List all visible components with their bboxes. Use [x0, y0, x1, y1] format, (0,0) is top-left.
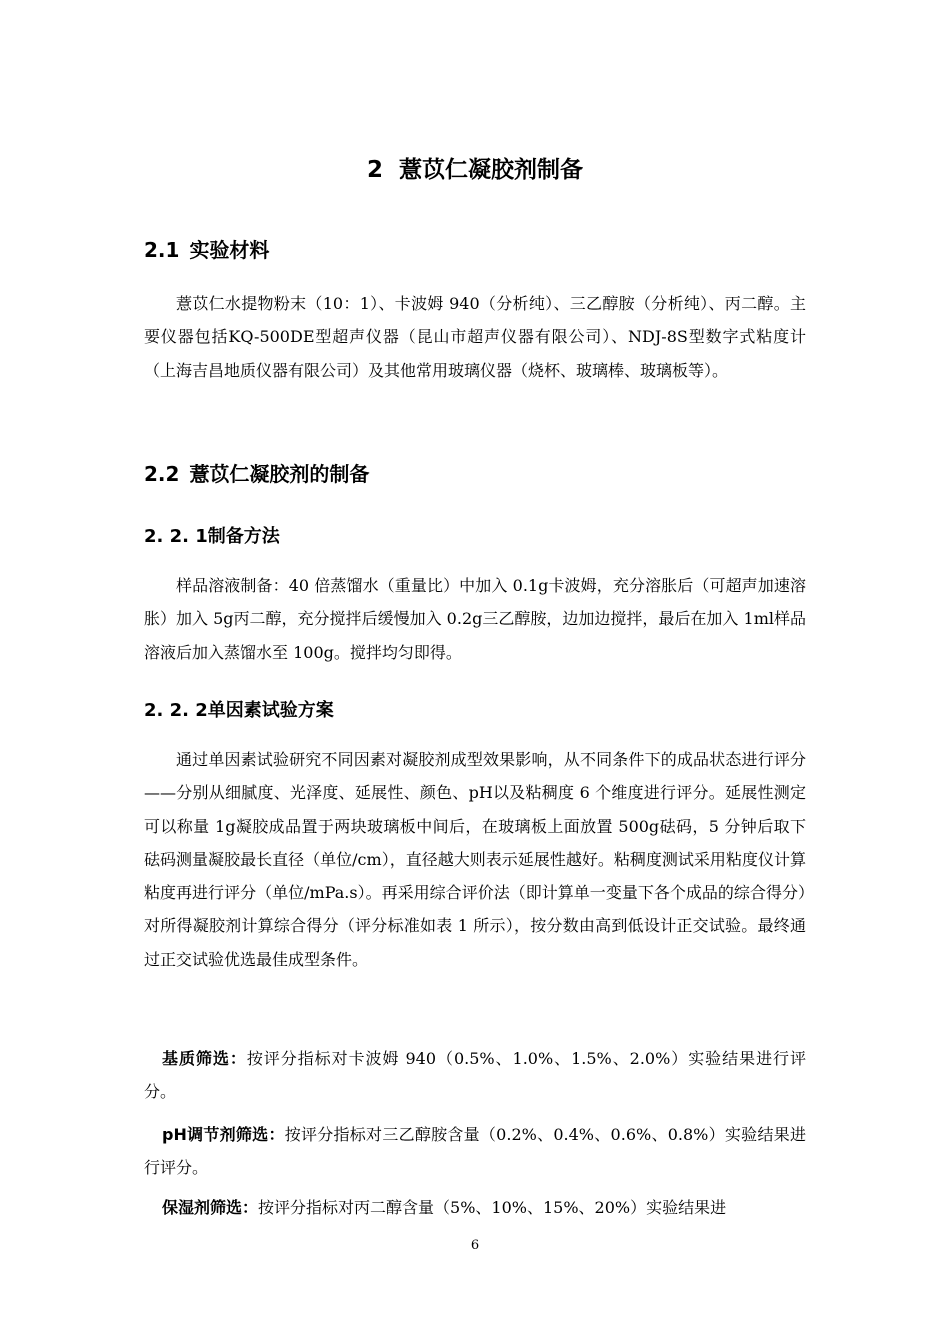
ph-screening-text: 按评分指标对三乙醇胺含量（0.2%、0.4%、0.6%、0.8%）实验结果进行评分。 — [144, 1125, 806, 1178]
section-number: 2.2 — [144, 462, 180, 486]
matrix-screening-lead: 基质筛选： — [162, 1049, 247, 1068]
section-heading-2-1 — [144, 234, 269, 266]
section-heading-2-2 — [144, 458, 369, 490]
matrix-screening-text: 按评分指标对卡波姆 940（0.5%、1.0%、1.5%、2.0%）实验结果进行评分。 — [144, 1049, 806, 1102]
humectant-screening-paragraph — [144, 1191, 806, 1224]
subsection-heading-2-2-2: 2. 2. 2单因素试验方案 — [144, 700, 334, 721]
section-title: 实验材料 — [189, 238, 270, 262]
ph-screening-lead: pH调节剂筛选： — [162, 1125, 285, 1144]
humectant-screening-lead: 保湿剂筛选： — [162, 1198, 259, 1217]
single-factor-paragraph: 通过单因素试验研究不同因素对凝胶剂成型效果影响，从不同条件下的成品状态进行评分——分别从细腻度、光泽度、延展性、颜色、pH以及粘稠度 6 个维度进行评分。延展性测定可以称量 1g凝胶成品置于两块玻璃板中间后，在玻璃板上面放置 500g砝码，5 分钟后取下砝码测量凝胶最长直径（单位/cm），直径越大则表示延展性越好。粘稠度测试采用粘度仪计算粘度再进行评分（单位/mPa.s）。再采用综合评价法（即计算单一变量下各个成品的综合得分）对所得凝胶剂计算综合得分（评分标准如表 1 所示），按分数由高到低设计正交试验。最终通过正交试验优选最佳成型条件。 — [144, 750, 806, 969]
preparation-method-paragraph: 样品溶液制备：40 倍蒸馏水（重量比）中加入 0.1g卡波姆，充分溶胀后（可超声加速溶胀）加入 5g丙二醇，充分搅拌后缓慢加入 0.2g三乙醇胺，边加边搅拌，最后在加入 1ml样品溶液后加入蒸馏水至 100g。搅拌均匀即得。 — [144, 576, 806, 662]
section-number: 2.1 — [144, 238, 180, 262]
matrix-screening-paragraph — [144, 1042, 806, 1109]
chapter-number: 2 — [366, 157, 383, 183]
humectant-screening-text: 按评分指标对丙二醇含量（5%、10%、15%、20%）实验结果进 — [258, 1198, 727, 1217]
subsection-heading-2-2-1: 2. 2. 1制备方法 — [144, 526, 280, 547]
materials-paragraph: 薏苡仁水提物粉末（10：1）、卡波姆 940（分析纯）、三乙醇胺（分析纯）、丙二醇。主要仪器包括KQ-500DE型超声仪器（昆山市超声仪器有限公司）、NDJ-8S型数字式粘度计（上海吉昌地质仪器有限公司）及其他常用玻璃仪器（烧杯、玻璃棒、玻璃板等）。 — [144, 294, 806, 380]
page-number: 6 — [470, 1238, 480, 1253]
section-title: 薏苡仁凝胶剂的制备 — [189, 462, 370, 486]
ph-screening-paragraph — [144, 1118, 806, 1185]
chapter-title — [0, 152, 950, 188]
chapter-title-text: 薏苡仁凝胶剂制备 — [399, 157, 583, 183]
